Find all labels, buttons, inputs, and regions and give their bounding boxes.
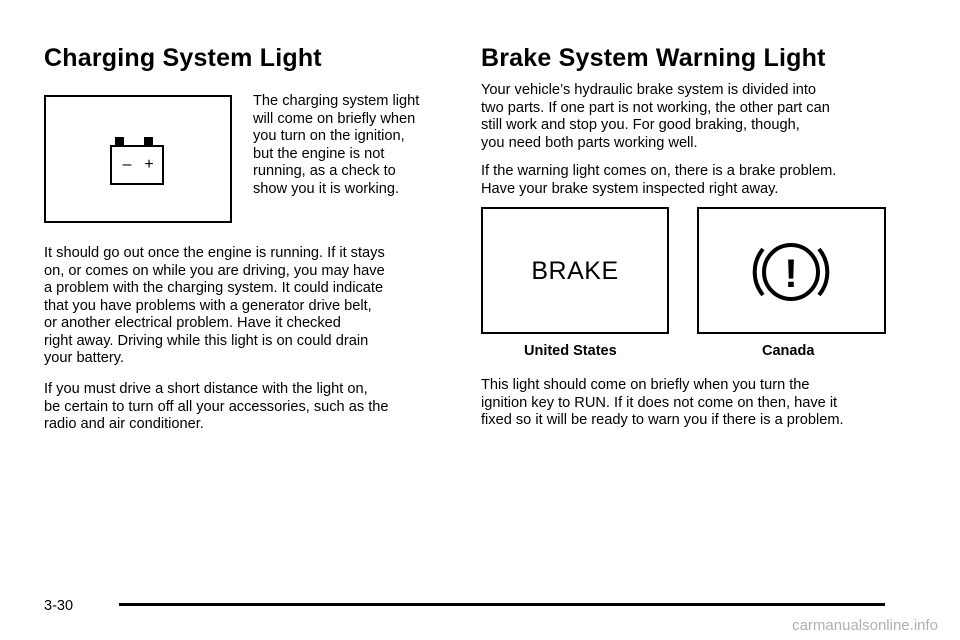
brake-paragraph-1: Your vehicle’s hydraulic brake system is divided into two parts. If one part is not working, the other part can still work and stop you. For good braking, though, you need both parts working well. xyxy=(481,82,830,151)
brake-system-heading: Brake System Warning Light xyxy=(481,44,826,72)
exclamation-mark: ! xyxy=(784,252,798,296)
watermark: carmanualsonline.info xyxy=(792,617,938,634)
battery-minus-label: – xyxy=(122,156,132,173)
brake-paragraph-2: If the warning light comes on, there is a brake problem. Have your brake system inspected right away. xyxy=(481,163,837,197)
charging-system-light-figure xyxy=(44,95,232,223)
brake-light-us-figure xyxy=(481,207,669,334)
brake-word-symbol: BRAKE xyxy=(531,257,619,285)
page-number: 3-30 xyxy=(44,598,74,614)
us-caption: United States xyxy=(524,343,617,359)
charging-paragraph-2: If you must drive a short distance with the light on, be certain to turn off all your accessories, such as the radio and air conditioner. xyxy=(44,381,389,432)
canada-caption: Canada xyxy=(762,343,815,359)
battery-plus-label: + xyxy=(144,156,154,173)
charging-paragraph-1: It should go out once the engine is running. If it stays on, or comes on while you are driving, you may have a problem with the charging system. It could indicate that you have problems with a generator drive belt, or another electrical problem. Have it checked right away. Driving while this light is on could drain your battery. xyxy=(44,245,385,366)
charging-system-heading: Charging System Light xyxy=(44,44,322,72)
battery-icon xyxy=(46,97,230,221)
brake-paragraph-3: This light should come on briefly when you turn the ignition key to RUN. If it does not come on then, have it fixed so it will be ready to warn you if there is a problem. xyxy=(481,377,844,428)
brake-light-canada-figure xyxy=(697,207,886,334)
brake-warning-icon xyxy=(699,209,884,332)
footer-rule xyxy=(119,603,885,606)
charging-side-text: The charging system light will come on briefly when you turn on the ignition, but the engine is not running, as a check to show you it is working. xyxy=(253,93,420,197)
